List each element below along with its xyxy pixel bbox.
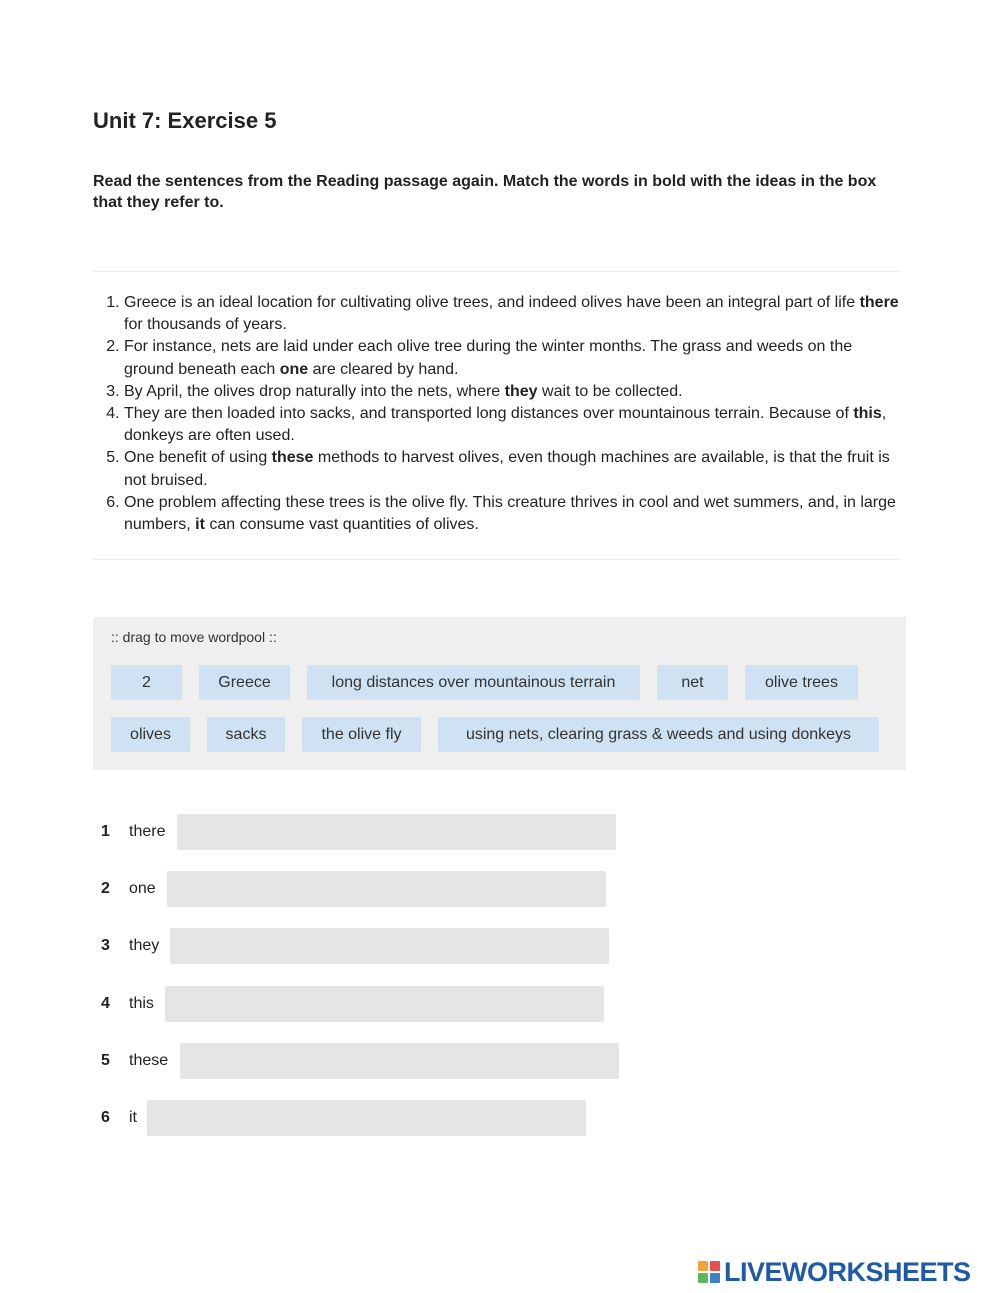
bold-word: they bbox=[504, 382, 538, 400]
wordpool-chip[interactable]: 2 bbox=[111, 665, 182, 700]
sentence-list bbox=[93, 292, 901, 536]
match-number: 6 bbox=[101, 1109, 110, 1126]
page-title: Unit 7: Exercise 5 bbox=[93, 108, 277, 133]
match-number: 2 bbox=[101, 880, 110, 897]
sentence-item: 2. For instance, nets are laid under each olive tree during the winter months. The grass and weeds on the ground beneath each one are cleared by hand. bbox=[124, 336, 901, 380]
sentence-item: 4. They are then loaded into sacks, and transported long distances over mountainous terrain. Because of this, donkeys are often used. bbox=[124, 403, 901, 447]
match-number: 5 bbox=[101, 1052, 110, 1069]
drop-zone[interactable] bbox=[180, 1043, 619, 1079]
wordpool[interactable] bbox=[93, 617, 906, 770]
match-number: 1 bbox=[101, 823, 110, 840]
wordpool-chip[interactable]: the olive fly bbox=[302, 717, 421, 752]
divider bbox=[93, 271, 901, 272]
match-number: 4 bbox=[101, 995, 110, 1012]
match-word: it bbox=[129, 1109, 137, 1126]
wordpool-chip[interactable]: olives bbox=[111, 717, 190, 752]
wordpool-chip[interactable]: net bbox=[657, 665, 728, 700]
wordpool-chip[interactable]: olive trees bbox=[745, 665, 858, 700]
drop-zone[interactable] bbox=[165, 986, 604, 1022]
drop-zone[interactable] bbox=[170, 928, 609, 964]
match-word: they bbox=[129, 937, 160, 954]
bold-word: one bbox=[279, 360, 309, 378]
drop-zone[interactable] bbox=[147, 1100, 586, 1136]
wordpool-chip[interactable]: sacks bbox=[207, 717, 285, 752]
wordpool-drag-handle[interactable]: :: drag to move wordpool :: bbox=[111, 629, 277, 645]
bold-word: it bbox=[195, 516, 205, 534]
sentence-item: 1. Greece is an ideal location for cultivating olive trees, and indeed olives have been an integral part of life there for thousands of years. bbox=[124, 292, 901, 336]
sentence-item: 3. By April, the olives drop naturally into the nets, where they wait to be collected. bbox=[124, 381, 901, 403]
sentence-item: 6. One problem affecting these trees is the olive fly. This creature thrives in cool and wet summers, and, in large numbers, it can consume vast quantities of olives. bbox=[124, 492, 901, 536]
match-number: 3 bbox=[101, 937, 110, 954]
match-word: this bbox=[129, 995, 154, 1012]
bold-word: these bbox=[271, 449, 314, 467]
sentence-item: 5. One benefit of using these methods to harvest olives, even though machines are available, is that the fruit is not bruised. bbox=[124, 447, 901, 491]
wordpool-chip[interactable]: long distances over mountainous terrain bbox=[307, 665, 640, 700]
bold-word: this bbox=[853, 405, 882, 423]
drop-zone[interactable] bbox=[167, 871, 606, 907]
bold-word: there bbox=[859, 294, 899, 311]
match-word: these bbox=[129, 1052, 169, 1069]
match-word: there bbox=[129, 823, 166, 840]
instructions: Read the sentences from the Reading passage again. Match the words in bold with the ideas in the box that they refer to. bbox=[93, 173, 877, 211]
wordpool-chip[interactable]: Greece bbox=[199, 665, 290, 700]
match-word: one bbox=[129, 880, 156, 897]
wordpool-chip[interactable]: using nets, clearing grass & weeds and using donkeys bbox=[438, 717, 879, 752]
logo-blocks-icon bbox=[698, 1261, 720, 1283]
drop-zone[interactable] bbox=[177, 814, 616, 850]
divider bbox=[93, 559, 901, 560]
logo-text: LIVEWORKSHEETS bbox=[724, 1257, 971, 1287]
